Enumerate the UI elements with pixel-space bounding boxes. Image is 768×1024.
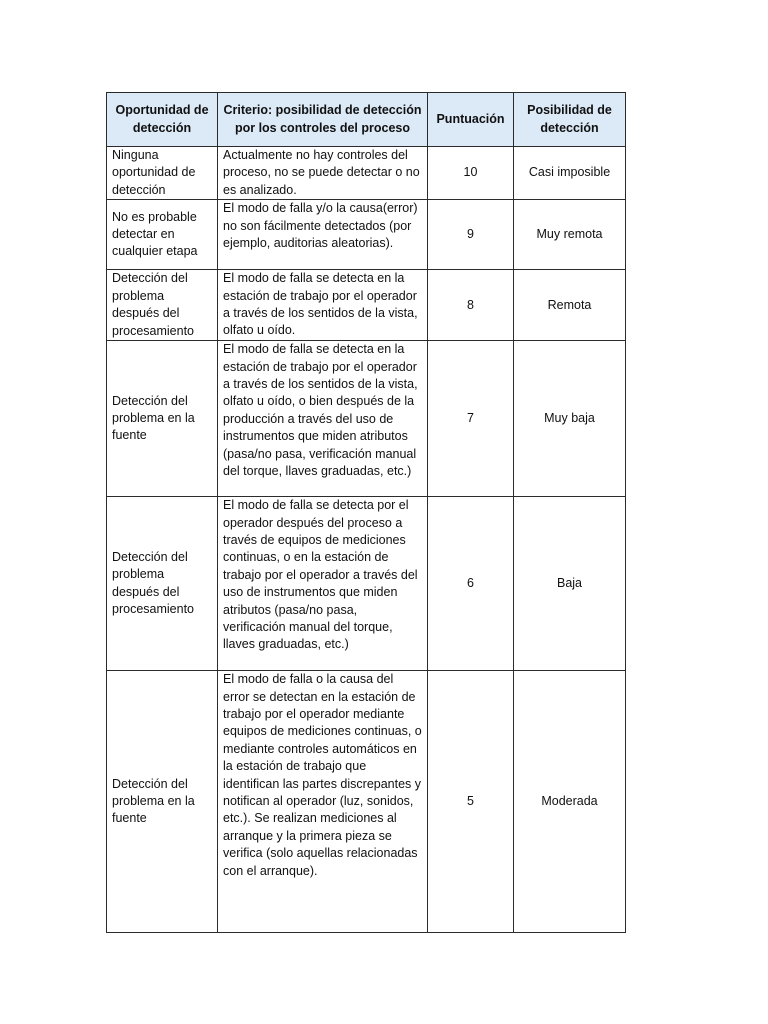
detection-criteria-table bbox=[106, 92, 626, 933]
cell-oportunidad: Ninguna oportunidad de detección bbox=[107, 147, 218, 200]
cell-criterio: El modo de falla se detecta en la estación de trabajo por el operador a través de los sentidos de la vista, olfato u oído. bbox=[218, 270, 428, 341]
cell-criterio: El modo de falla y/o la causa(error) no son fácilmente detectados (por ejemplo, auditorias aleatorias). bbox=[218, 200, 428, 270]
cell-criterio: El modo de falla o la causa del error se detectan en la estación de trabajo por el operador mediante equipos de mediciones continuas, o mediante controles automáticos en la estación de trabajo que identifican las partes discrepantes y notifican al operador (luz, sonidos, etc.). Se realizan mediciones al arranque y la primera pieza se verifica (solo aquellas relacionadas con el arranque). bbox=[218, 671, 428, 933]
table-row bbox=[107, 200, 626, 270]
cell-posibilidad: Moderada bbox=[514, 671, 626, 933]
cell-puntuacion: 9 bbox=[428, 200, 514, 270]
cell-criterio: Actualmente no hay controles del proceso, no se puede detectar o no es analizado. bbox=[218, 147, 428, 200]
cell-puntuacion: 7 bbox=[428, 341, 514, 497]
header-puntuacion: Puntuación bbox=[428, 93, 514, 147]
table-row bbox=[107, 341, 626, 497]
table-body bbox=[107, 147, 626, 933]
header-row bbox=[107, 93, 626, 147]
cell-puntuacion: 10 bbox=[428, 147, 514, 200]
table-row bbox=[107, 147, 626, 200]
table-row bbox=[107, 270, 626, 341]
cell-oportunidad: No es probable detectar en cualquier etapa bbox=[107, 200, 218, 270]
table-header bbox=[107, 93, 626, 147]
header-posibilidad: Posibilidad de detección bbox=[514, 93, 626, 147]
header-criterio: Criterio: posibilidad de detección por los controles del proceso bbox=[218, 93, 428, 147]
cell-posibilidad: Casi imposible bbox=[514, 147, 626, 200]
cell-oportunidad: Detección del problema después del procesamiento bbox=[107, 270, 218, 341]
cell-oportunidad: Detección del problema en la fuente bbox=[107, 341, 218, 497]
table-row bbox=[107, 497, 626, 671]
cell-puntuacion: 6 bbox=[428, 497, 514, 671]
cell-puntuacion: 5 bbox=[428, 671, 514, 933]
table-row bbox=[107, 671, 626, 933]
cell-criterio: El modo de falla se detecta en la estación de trabajo por el operador a través de los sentidos de la vista, olfato u oído, o bien después de la producción a través del uso de instrumentos que miden atributos (pasa/no pasa, verificación manual del torque, llaves graduadas, etc.) bbox=[218, 341, 428, 497]
cell-posibilidad: Muy baja bbox=[514, 341, 626, 497]
cell-criterio: El modo de falla se detecta por el operador después del proceso a través de equipos de mediciones continuas, o en la estación de trabajo por el operador a través del uso de instrumentos que miden atributos (pasa/no pasa, verificación manual del torque, llaves graduadas, etc.) bbox=[218, 497, 428, 671]
header-oportunidad: Oportunidad de detección bbox=[107, 93, 218, 147]
cell-posibilidad: Muy remota bbox=[514, 200, 626, 270]
cell-oportunidad: Detección del problema después del procesamiento bbox=[107, 497, 218, 671]
cell-posibilidad: Baja bbox=[514, 497, 626, 671]
cell-puntuacion: 8 bbox=[428, 270, 514, 341]
cell-posibilidad: Remota bbox=[514, 270, 626, 341]
cell-oportunidad: Detección del problema en la fuente bbox=[107, 671, 218, 933]
